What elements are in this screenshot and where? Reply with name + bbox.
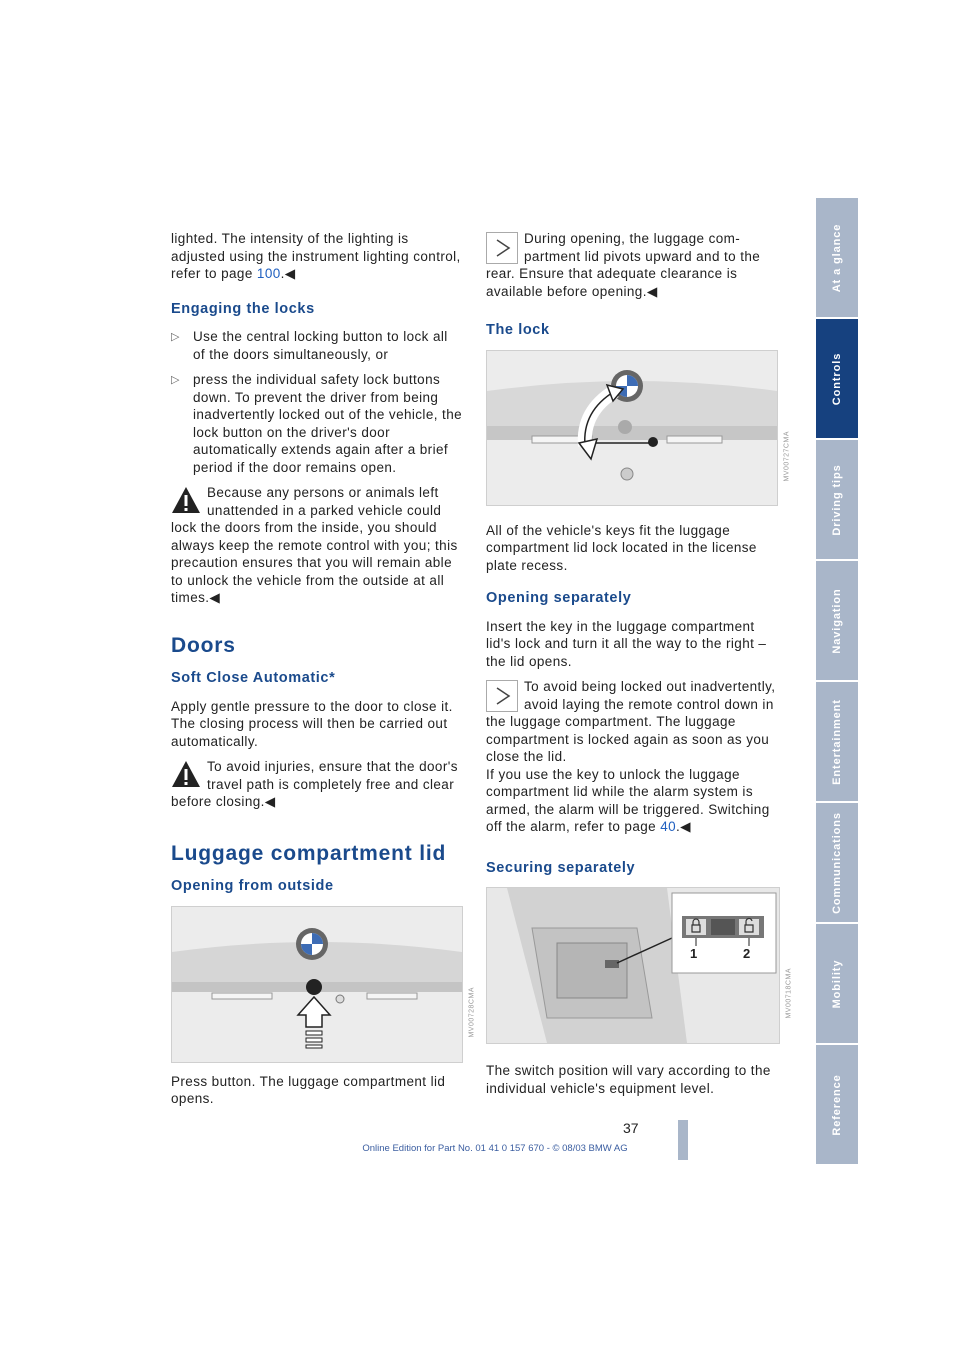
tab-driving-tips[interactable]: Driving tips [816, 440, 858, 559]
right-column [486, 230, 793, 1105]
figure-code: MV00728CMA [469, 986, 476, 1038]
lock-paragraph: All of the vehicle's keys fit the luggage compartment lid lock located in the license plate recess. [486, 522, 757, 573]
console-switch-illustration [486, 887, 793, 1044]
bullet-arrow-icon: ▷ [171, 374, 180, 386]
tab-controls[interactable]: Controls [816, 319, 858, 438]
engaging-locks-heading: Engaging the locks [171, 300, 315, 317]
bullet-arrow-icon: ▷ [171, 331, 180, 343]
page-link-100[interactable]: 100 [256, 266, 281, 281]
warning-note: To avoid injuries, ensure that the door's travel path is completely free and clear before closing.◀ [171, 759, 458, 809]
securing-separately-heading: Securing separately [486, 859, 636, 876]
intro-paragraph: lighted. The intensity of the lighting is adjusted using the instrument lighting control, refer to page 100.◀ [171, 231, 461, 281]
page-number-bar [678, 1120, 688, 1160]
info-note: To avoid being locked out inadvertently, avoid laying the remote control down in the luggage compartment. The luggage compartment is locked again as soon as you close the lid. If you use the key to unlock the luggage compartment lid while the alarm system is armed, the alarm will be triggered. Switching off the alarm, refer to page 40.◀ [486, 679, 776, 834]
pointer-arrow-icon [486, 232, 518, 264]
section-tabs [816, 198, 858, 1166]
figure-code: MV00718CMA [786, 968, 793, 1019]
tab-reference[interactable]: Reference [816, 1045, 858, 1164]
info-note: During opening, the luggage compartment lid pivots upward and to the rear. Ensure that adequate clearance is available before opening.◀ [486, 231, 761, 299]
tab-at-a-glance[interactable]: At a glance [816, 198, 858, 317]
trunk-lock-illustration [486, 350, 791, 506]
tab-communications[interactable]: Communications [816, 803, 858, 922]
switch-label-2: 2 [743, 946, 751, 961]
trunk-button-illustration [171, 906, 476, 1063]
warning-note: Because any persons or animals left unattended in a parked vehicle could lock the doors from the inside, you should always keep the remote control with you; this precaution ensures that you will remain able to unlock the vehicle from the outside at all times.◀ [171, 485, 458, 605]
list-item: ▷ press the individual safety lock buttons down. To prevent the driver from being inadvertently locked out of the vehicle, the lock button on the driver's door automatically extends again after a brief period if the door remains open. [171, 372, 463, 475]
soft-close-heading: Soft Close Automatic* [171, 670, 336, 686]
soft-close-paragraph: Apply gentle pressure to the door to close it. The closing process will then be carried out automatically. [171, 698, 453, 749]
lock-heading: The lock [486, 322, 550, 338]
left-column [171, 230, 476, 1116]
warning-triangle-icon [171, 486, 201, 516]
pointer-arrow-icon [486, 680, 518, 712]
tab-navigation[interactable]: Navigation [816, 561, 858, 680]
press-button-paragraph: Press button. The luggage compartment lid opens. [171, 1073, 446, 1106]
tab-entertainment[interactable]: Entertainment [816, 682, 858, 801]
tab-mobility[interactable]: Mobility [816, 924, 858, 1043]
figure-code: MV00727CMA [784, 430, 791, 482]
doors-heading: Doors [171, 633, 236, 657]
opening-outside-heading: Opening from outside [171, 878, 334, 894]
page-link-40[interactable]: 40 [660, 819, 677, 834]
footer-edition-note: Online Edition for Part No. 01 41 0 157 670 - © 08/03 BMW AG [362, 1143, 628, 1154]
list-item: ▷ Use the central locking button to lock all of the doors simultaneously, or [171, 329, 448, 362]
luggage-compartment-heading: Luggage compartment lid [171, 841, 447, 865]
opening-separately-paragraph: Insert the key in the luggage compartment lid's lock and turn it all the way to the right – the lid opens. [486, 618, 767, 669]
opening-separately-heading: Opening separately [486, 590, 632, 606]
warning-triangle-icon [171, 760, 201, 790]
page-number: 37 [623, 1120, 639, 1136]
switch-label-1: 1 [690, 946, 698, 961]
switch-position-paragraph: The switch position will vary according to the individual vehicle's equipment level. [486, 1063, 771, 1096]
